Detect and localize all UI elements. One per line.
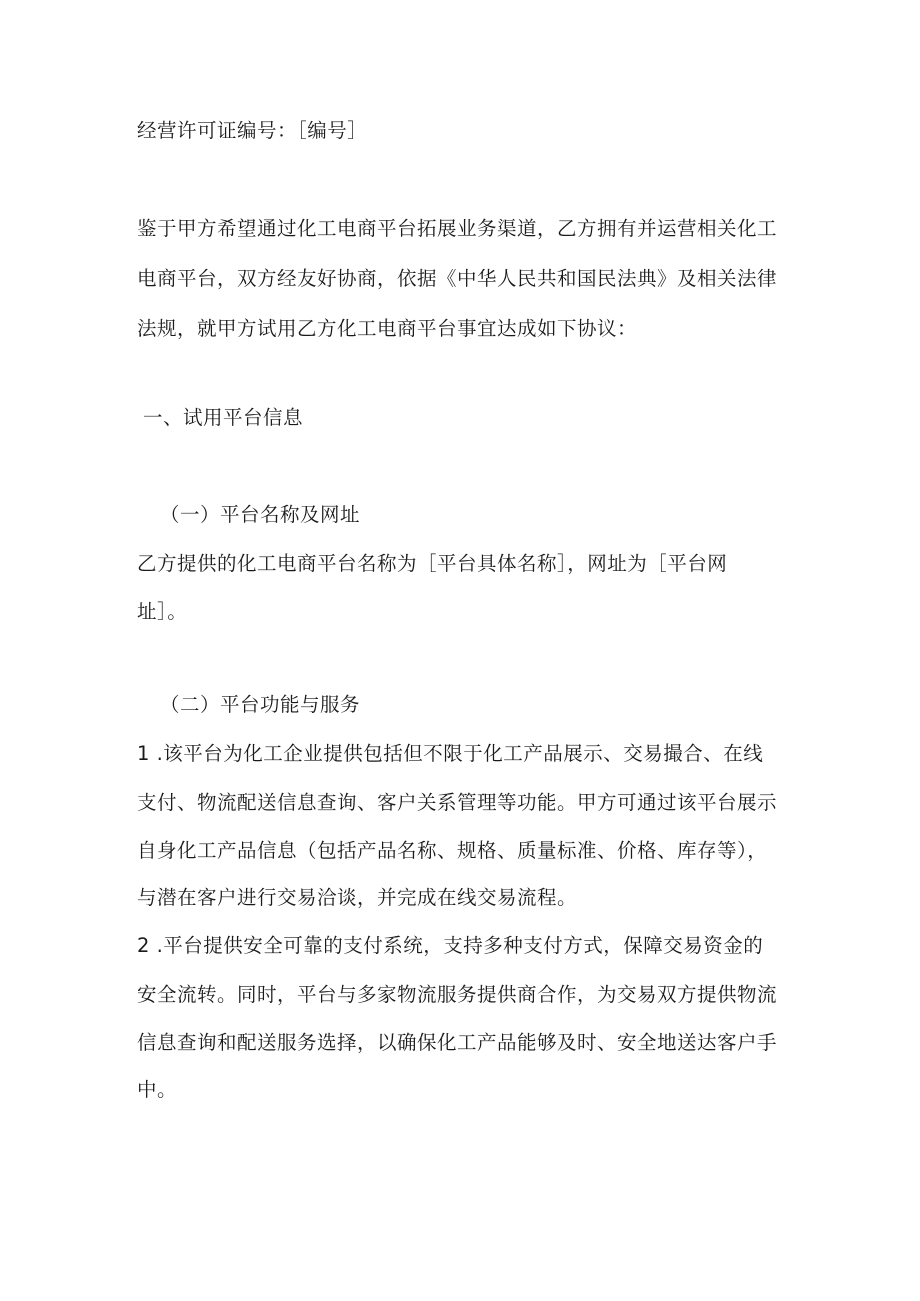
subsection-heading-1: （一）平台名称及网址	[160, 503, 361, 526]
item-2-line-2: 安全流转。同时，平台与多家物流服务提供商合作，为交易双方提供物流	[137, 983, 778, 1006]
item-2-line-3: 信息查询和配送服务选择，以确保化工产品能够及时、安全地送达客户手	[137, 1031, 778, 1054]
license-number-line: 经营许可证编号：［编号］	[137, 119, 368, 142]
intro-line-1: 鉴于甲方希望通过化工电商平台拓展业务渠道，乙方拥有并运营相关化工	[137, 217, 778, 240]
section-heading-1: 一、试用平台信息	[143, 406, 304, 429]
subsection-heading-2: （二）平台功能与服务	[160, 693, 361, 716]
item-2-line-4: 中。	[137, 1078, 178, 1101]
item-2-line-1: 2 .平台提供安全可靠的支付系统，支持多种支付方式，保障交易资金的	[137, 934, 764, 957]
subsection-1-line-1: 乙方提供的化工电商平台名称为［平台具体名称］，网址为［平台网	[137, 552, 728, 575]
item-1-line-2: 支付、物流配送信息查询、客户关系管理等功能。甲方可通过该平台展示	[137, 791, 778, 814]
intro-line-2: 电商平台，双方经友好协商，依据《中华人民共和国民法典》及相关法律	[137, 267, 778, 290]
item-1-line-4: 与潜在客户进行交易洽谈，并完成在线交易流程。	[137, 886, 578, 909]
subsection-1-line-2: 址］。	[137, 600, 188, 623]
intro-line-3: 法规，就甲方试用乙方化工电商平台事宜达成如下协议：	[137, 317, 638, 340]
item-1-line-1: 1 .该平台为化工企业提供包括但不限于化工产品展示、交易撮合、在线	[137, 742, 764, 765]
item-1-line-3: 自身化工产品信息（包括产品名称、规格、质量标准、价格、库存等），	[137, 839, 768, 862]
